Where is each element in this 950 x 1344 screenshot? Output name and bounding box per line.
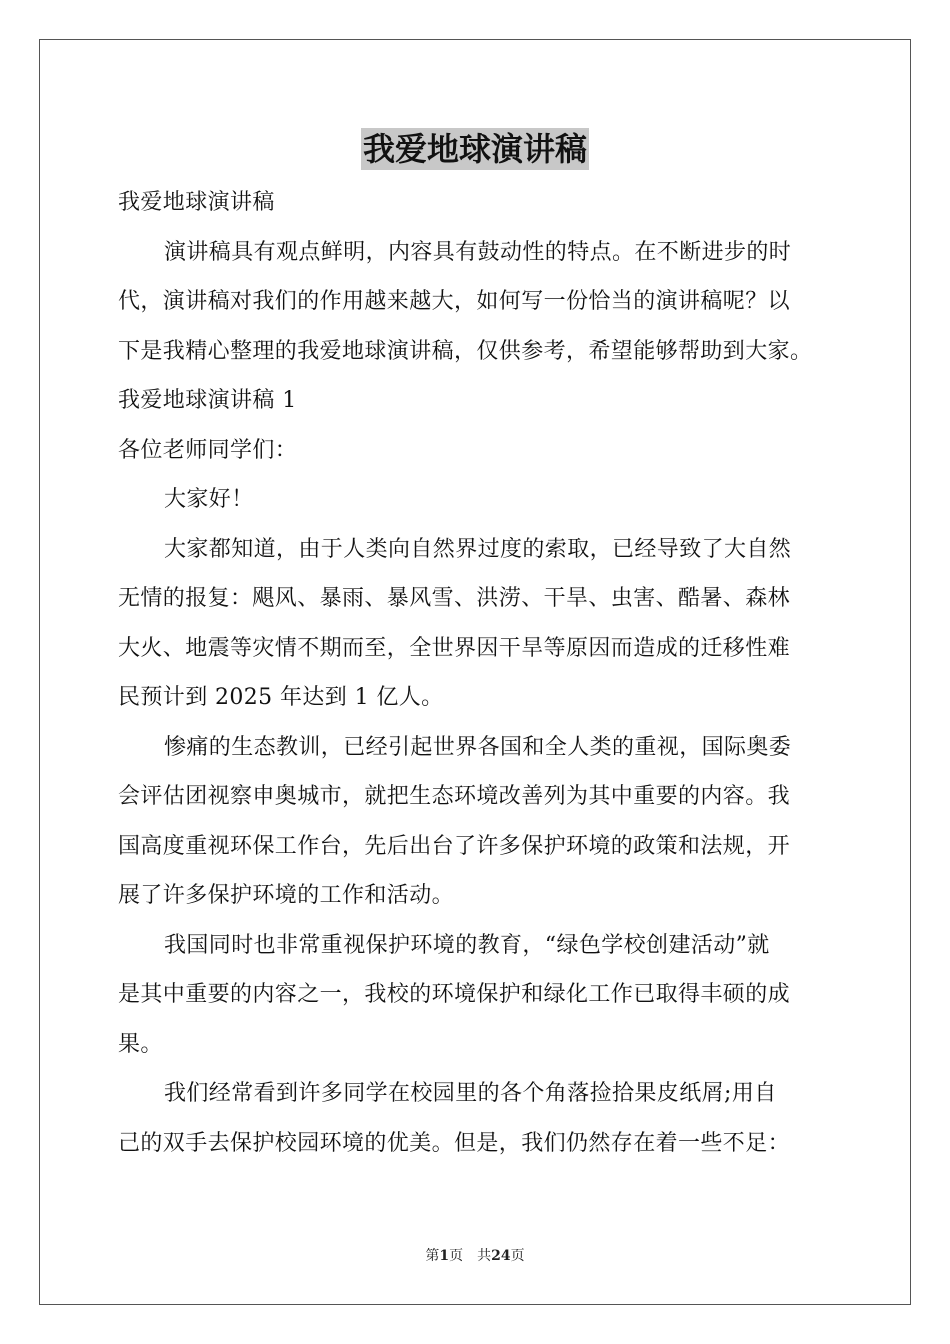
body-line: 国高度重视环保工作台，先后出台了许多保护环境的政策和法规，开: [118, 833, 791, 859]
body-line: 我国同时也非常重视保护环境的教育，“绿色学校创建活动”就: [164, 932, 770, 958]
page-prefix: 第: [425, 1248, 440, 1264]
body-line: 代，演讲稿对我们的作用越来越大，如何写一份恰当的演讲稿呢？以: [118, 289, 791, 314]
body-line: 各位老师同学们：: [118, 437, 298, 463]
body-line: 是其中重要的内容之一，我校的环境保护和绿化工作已取得丰硕的成: [118, 982, 791, 1007]
body-line: 民预计到 2025 年达到 1 亿人。: [118, 685, 444, 710]
body-line: 无情的报复：飓风、暴雨、暴风雪、洪涝、干旱、虫害、酷暑、森林: [118, 586, 791, 611]
body-line: 下是我精心整理的我爱地球演讲稿，仅供参考，希望能够帮助到大家。: [118, 338, 813, 364]
document-title: 我爱地球演讲稿: [362, 130, 587, 168]
body-line: 惨痛的生态教训，已经引起世界各国和全人类的重视，国际奥委: [164, 734, 792, 760]
body-line: 大家好！: [164, 487, 254, 512]
body-line: 演讲稿具有观点鲜明，内容具有鼓动性的特点。在不断进步的时: [164, 239, 792, 265]
document-body: [118, 178, 838, 1168]
body-line: 我们经常看到许多同学在校园里的各个角落捡拾果皮纸屑;用自: [164, 1081, 777, 1106]
body-line: 大家都知道，由于人类向自然界过度的索取，已经导致了大自然: [164, 536, 792, 562]
page-total: 24: [491, 1248, 511, 1264]
page-footer: [0, 1246, 950, 1266]
page-suffix: 页: [510, 1248, 525, 1264]
body-line: 会评估团视察申奥城市，就把生态环境改善列为其中重要的内容。我: [118, 784, 791, 809]
body-line: 己的双手去保护校园环境的优美。但是，我们仍然存在着一些不足：: [118, 1130, 791, 1156]
body-line: 果。: [118, 1031, 163, 1057]
page-mid: 页 共: [449, 1248, 492, 1264]
title-container: [0, 128, 950, 170]
body-line: 展了许多保护环境的工作和活动。: [118, 883, 455, 908]
body-line: 我爱地球演讲稿: [118, 190, 275, 215]
body-line: 我爱地球演讲稿 1: [118, 388, 297, 413]
page-current: 1: [439, 1248, 450, 1264]
body-line: 大火、地震等灾情不期而至，全世界因干旱等原因而造成的迁移性难: [118, 635, 791, 661]
